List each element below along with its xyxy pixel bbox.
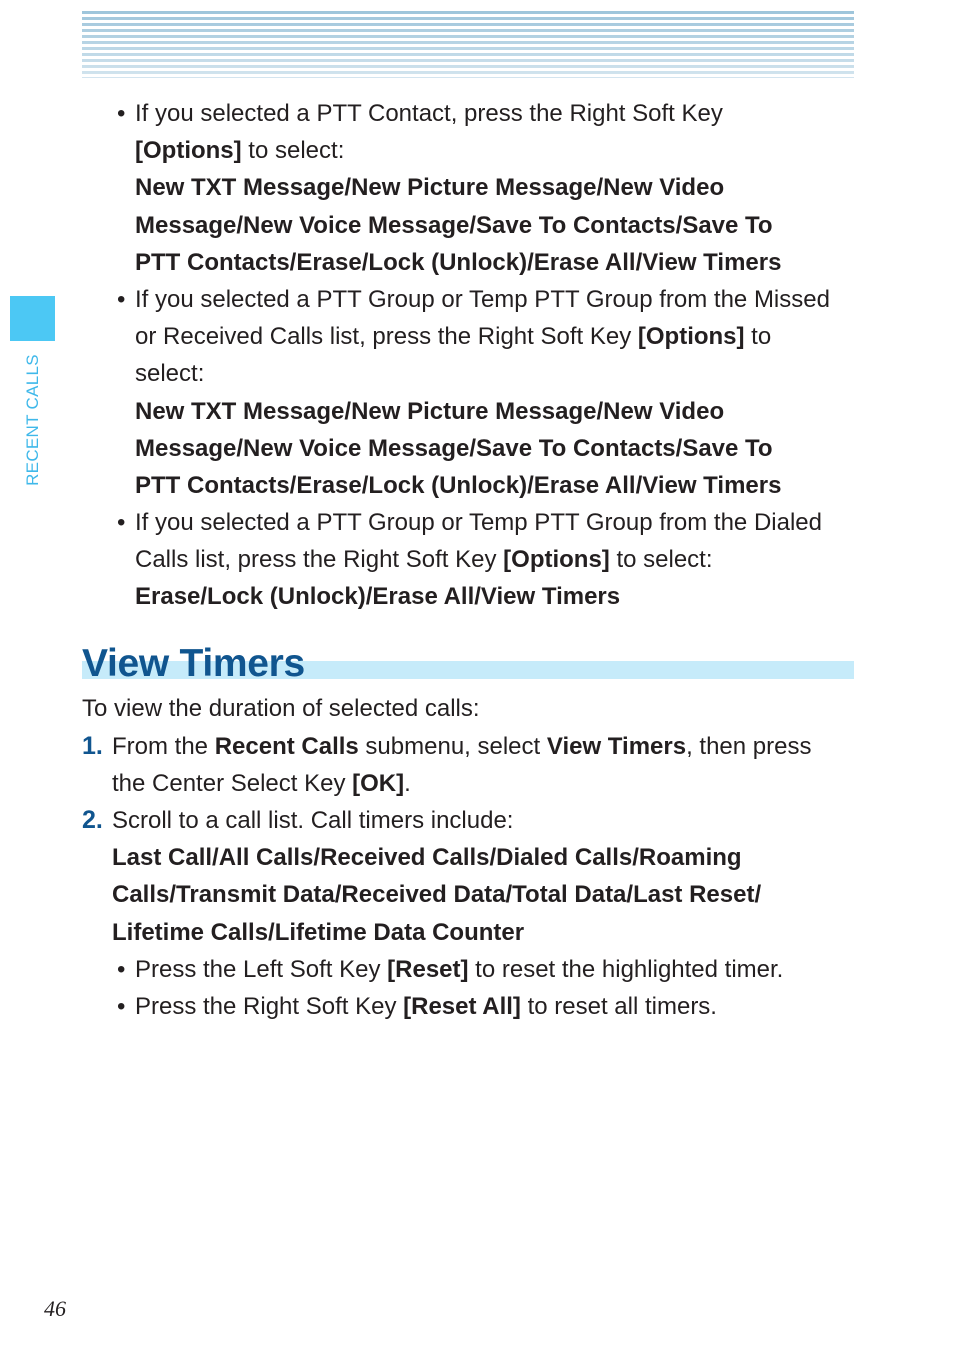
bullet-dot: • [117, 956, 126, 983]
options-list-line: New TXT Message/New Picture Message/New Video [135, 397, 725, 425]
reset-bullets [117, 951, 857, 1025]
options-list-line: New TXT Message/New Picture Message/New Video [135, 174, 725, 202]
bullet-dot: • [117, 993, 126, 1021]
reset-all-bullet: • Press the Right Soft Key [Reset All] to reset all timers. [117, 988, 857, 1025]
bullet-dot: • [117, 286, 126, 313]
reset-bullet: • Press the Left Soft Key [Reset] to reset the highlighted timer. [117, 951, 857, 988]
chapter-side-label: RECENT CALLS [23, 354, 42, 486]
options-list-line: Message/New Voice Message/Save To Contacts/Save To [135, 211, 773, 239]
step-1: 1. From the Recent Calls submenu, select View Timers, then press the Center Select Key [OK]. [82, 728, 862, 802]
step-number: 1. [82, 732, 103, 760]
timers-list-line: Lifetime Calls/Lifetime Data Counter [112, 918, 525, 946]
section-title: View Timers [82, 642, 305, 685]
page-number: 46 [44, 1296, 66, 1321]
timers-list-line: Calls/Transmit Data/Received Data/Total Data/Last Reset/ [112, 881, 762, 909]
chapter-tab-marker [10, 296, 55, 341]
options-list-line: PTT Contacts/Erase/Lock (Unlock)/Erase All/View Timers [135, 248, 782, 276]
bullet-ptt-group-dialed: • If you selected a PTT Group or Temp PTT Group from the Dialed Calls list, press the Right Soft Key [Options] to select: Erase/Lock (Unlock)/Erase All/View Timers [117, 504, 857, 616]
section-heading [82, 641, 854, 689]
header-stripe-bar [82, 11, 854, 78]
timers-list-line: Last Call/All Calls/Received Calls/Dialed Calls/Roaming [112, 844, 742, 872]
options-list-line: Erase/Lock (Unlock)/Erase All/View Timers [135, 583, 621, 611]
bullet-ptt-group-missed: • If you selected a PTT Group or Temp PTT Group from the Missed or Received Calls list, press the Right Soft Key [Options] to select: New TXT Message/New Picture Message/New Video Message/New Voice Message/Save To Contacts/Save To PTT Contacts/Erase/Lock (Unlock)/Erase All/View Timers [117, 281, 857, 504]
bullet-ptt-contact: • If you selected a PTT Contact, press the Right Soft Key [Options] to select: New TXT Message/New Picture Message/New Video Message/New Voice Message/Save To Contacts/Save To PTT Contacts/Erase/Lock (Unlock)/Erase All/View Timers [117, 95, 857, 281]
step-number: 2. [82, 806, 103, 834]
options-list-line: PTT Contacts/Erase/Lock (Unlock)/Erase All/View Timers [135, 472, 782, 500]
options-list-line: Message/New Voice Message/Save To Contacts/Save To [135, 434, 773, 462]
section-intro: To view the duration of selected calls: [82, 695, 480, 722]
step-2: 2. Scroll to a call list. Call timers include: Last Call/All Calls/Received Calls/Dialed Calls/Roaming Calls/Transmit Data/Received Data/Total Data/Last Reset/ Lifetime Calls/Lifetime Data Counter [82, 802, 862, 951]
bullet-dot: • [117, 100, 126, 127]
bullet-dot: • [117, 509, 126, 536]
